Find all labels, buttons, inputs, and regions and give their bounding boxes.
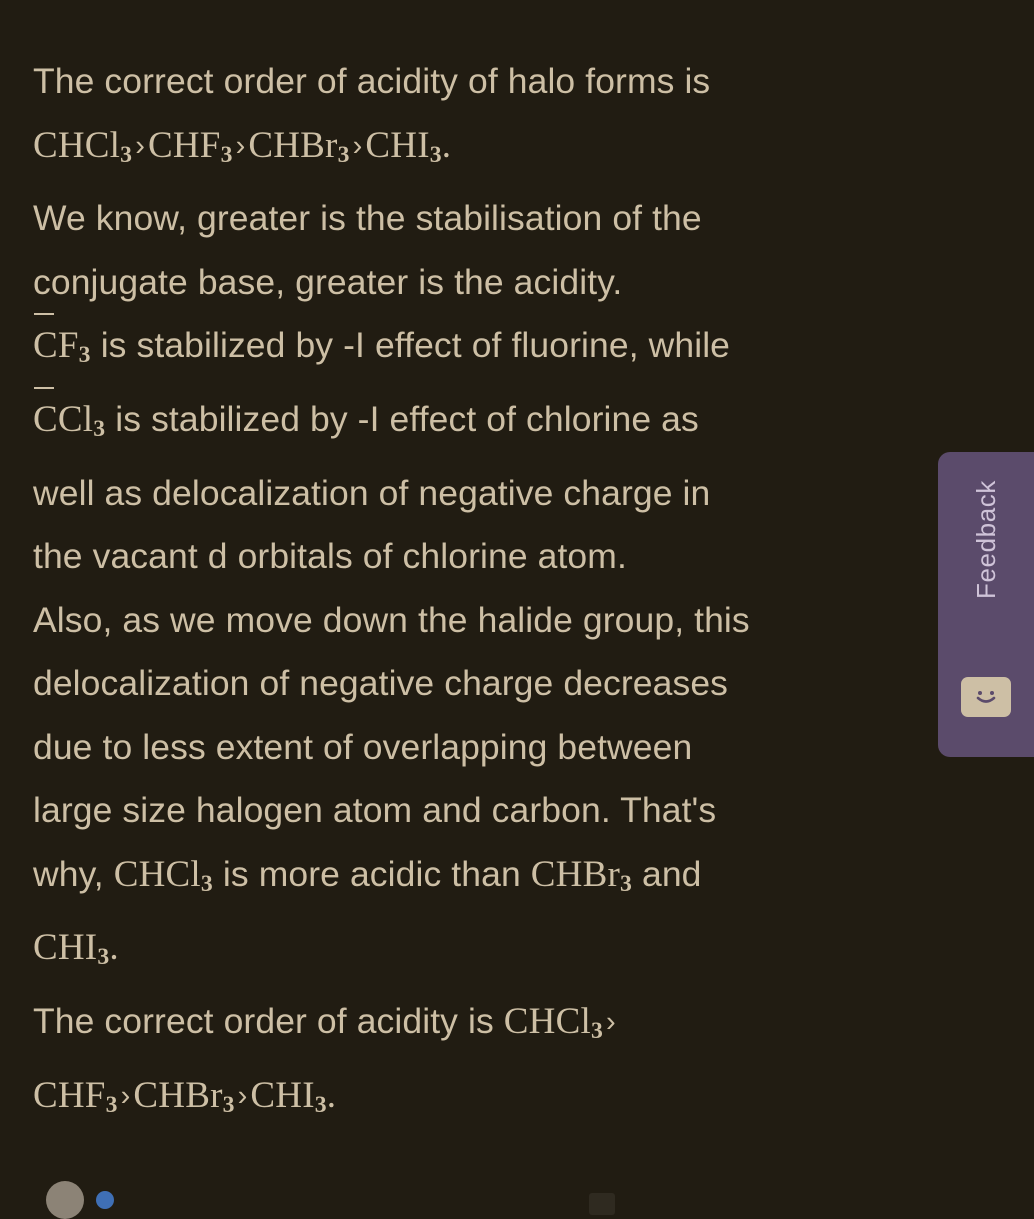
greater-than-sign: › [135,129,145,162]
bottom-placeholder-box [589,1193,615,1215]
greater-than-sign: › [237,1079,248,1112]
feedback-tab[interactable] [938,452,1034,757]
solution-line-text: The correct order of acidity of halo forms is [33,61,711,101]
solution-line [33,251,973,315]
formula-chcl3: CHCl$_3$ [33,124,133,168]
formula-chcl3: CHCl$_3$ [113,853,213,897]
solution-line-text: due to less extent of overlapping between [33,726,693,767]
solution-line [33,990,973,1064]
solution-line-text: well as delocalization of negative charge in [33,472,711,513]
solution-line [33,716,973,780]
solution-line-text: is more acidic than [222,853,521,894]
formula-chi3: $CHI_3$ [250,1074,327,1118]
solution-text [33,50,973,1137]
formula-chi3: $CHI_3$ [365,124,442,168]
solution-line-text: conjugate base, greater is the acidity. [33,261,623,302]
solution-line [33,525,973,589]
formula-chi3: $CHI_3$ [33,927,110,971]
solution-line [33,314,973,388]
formula-cf3-anion: $CF_3$ [33,325,91,366]
solution-line-text: Also, as we move down the halide group, this [33,599,750,640]
formula-chf3: $CHF_3$ [33,1074,118,1118]
solution-line-text: delocalization of negative charge decreases [33,663,729,704]
solution-line-text: and [641,853,702,894]
solution-line-text: large size halogen atom and carbon. That's [33,790,717,831]
period: . [109,927,119,969]
solution-line [33,779,973,843]
formula-chbr3: CHBr$_3$ [133,1074,235,1118]
solution-line-text: the vacant d orbitals of chlorine atom. [33,536,627,577]
smiley-icon[interactable] [961,677,1011,717]
solution-line-text: We know, greater is the stabilisation of the [33,198,702,239]
formula-chbr3: CHBr$_3$ [248,124,350,168]
greater-than-sign: › [352,129,363,162]
formula-chcl3: CHCl$_3$ [503,1001,604,1045]
bottom-ui-strip [0,1167,1034,1201]
formula-chbr3: CHBr$_3$ [530,853,633,897]
solution-line [33,589,973,653]
period: . [326,1074,337,1116]
greater-than-sign: › [120,1079,131,1112]
feedback-label: Feedback [970,480,1001,599]
solution-line [33,388,973,462]
solution-line [33,114,973,188]
solution-line [33,843,973,917]
greater-than-sign: › [606,1006,616,1039]
solution-line [33,916,973,990]
solution-line [33,462,973,526]
carbanion-overline: C [33,314,58,378]
avatar[interactable] [46,1181,84,1219]
solution-line-text: is stabilized by -I effect of fluorine, while [100,325,731,366]
solution-line [33,50,973,114]
solution-line-text: The correct order of acidity is [33,1001,494,1042]
period: . [441,124,452,166]
carbanion-overline: C [33,388,58,452]
formula-ccl3-anion: CCl$_3$ [33,399,105,440]
solution-line [33,187,973,251]
solution-line [33,652,973,716]
verified-badge-icon [96,1191,114,1209]
solution-line-text: why, [33,853,104,894]
greater-than-sign: › [235,129,246,162]
solution-line [33,1064,973,1138]
solution-line-text: is stabilized by -I effect of chlorine as [115,398,699,439]
formula-chf3: $CHF_3$ [147,124,233,168]
